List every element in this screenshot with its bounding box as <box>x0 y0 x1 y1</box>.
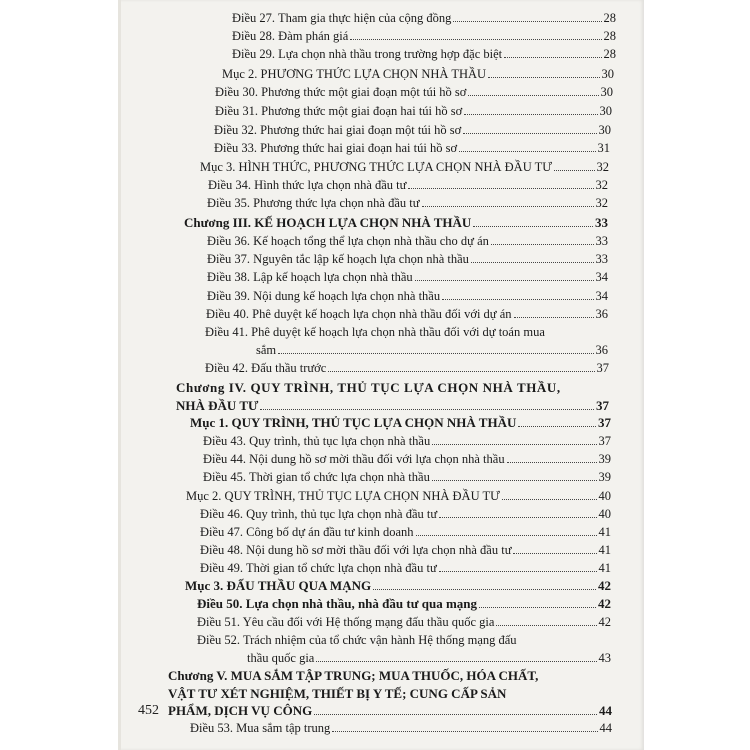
toc-entry <box>203 449 611 467</box>
entry-title: Điều 39. Nội dung kế hoạch lựa chọn nhà thầu <box>207 289 441 303</box>
dot-leader <box>332 731 597 732</box>
entry-title: Điều 37. Nguyên tắc lập kế hoạch lựa chọn nhà thầu <box>207 252 469 266</box>
toc-section <box>190 413 611 431</box>
entry-title: Điều 36. Kế hoạch tổng thể lựa chọn nhà thầu cho dự án <box>207 234 489 248</box>
toc-entry <box>197 594 611 612</box>
dot-leader <box>415 280 594 281</box>
toc-entry <box>207 249 608 267</box>
dot-leader <box>373 589 596 590</box>
dot-leader <box>468 95 598 96</box>
dot-leader <box>507 462 597 463</box>
entry-page: 42 <box>598 596 611 611</box>
entry-page: 33 <box>595 215 608 230</box>
toc-entry <box>232 8 616 26</box>
entry-page: 42 <box>598 615 611 629</box>
toc-entry <box>207 286 608 304</box>
toc-chapter <box>176 378 596 396</box>
toc-entry <box>197 630 582 648</box>
toc-section <box>200 157 609 175</box>
dot-leader <box>471 262 594 263</box>
entry-page: 36 <box>595 307 608 321</box>
entry-page: 31 <box>597 141 610 155</box>
dot-leader <box>316 661 596 662</box>
dot-leader <box>442 299 593 300</box>
entry-page: 34 <box>595 289 608 303</box>
toc-chapter-continued <box>168 701 612 719</box>
entry-title-continued: sắm <box>256 343 277 357</box>
dot-leader <box>502 499 597 500</box>
entry-title: Điều 45. Thời gian tổ chức lựa chọn nhà thầu <box>203 470 430 484</box>
dot-leader <box>439 517 596 518</box>
dot-leader <box>504 57 601 58</box>
entry-title: Điều 48. Nội dung hồ sơ mời thầu đối với lựa chọn nhà đầu tư <box>200 543 512 557</box>
dot-leader <box>491 244 594 245</box>
section-title: Mục 2. PHƯƠNG THỨC LỰA CHỌN NHÀ THẦU <box>222 67 487 81</box>
entry-page: 44 <box>599 703 612 718</box>
dot-leader <box>260 409 594 410</box>
section-title: Mục 3. ĐẤU THẦU QUA MẠNG <box>185 578 372 593</box>
entry-page: 43 <box>598 651 611 665</box>
entry-page: 32 <box>596 160 609 174</box>
entry-page: 37 <box>598 434 611 448</box>
toc-section <box>222 64 614 82</box>
entry-page: 28 <box>603 47 616 61</box>
entry-title: Điều 50. Lựa chọn nhà thầu, nhà đầu tư qua mạng <box>197 596 478 611</box>
entry-title: Điều 29. Lựa chọn nhà thầu trong trường hợp đặc biệt <box>232 47 503 61</box>
toc-entry <box>207 267 608 285</box>
toc-entry <box>200 540 611 558</box>
chapter-title-continued: NHÀ ĐẦU TƯ <box>176 398 259 413</box>
chapter-title-continued: PHẨM, DỊCH VỤ CÔNG <box>168 703 313 718</box>
toc-entry-continued <box>247 648 611 666</box>
entry-title: Điều 28. Đàm phán giá <box>232 29 349 43</box>
section-title: Mục 2. QUY TRÌNH, THỦ TỤC LỰA CHỌN NHÀ ĐẦU TƯ <box>186 489 500 503</box>
entry-page: 37 <box>596 361 609 375</box>
entry-title: Điều 30. Phương thức một giai đoạn một túi hồ sơ <box>215 85 467 99</box>
entry-title: Điều 53. Mua sắm tập trung <box>190 721 331 735</box>
dot-leader <box>554 170 595 171</box>
entry-title: Điều 35. Phương thức lựa chọn nhà đầu tư <box>207 196 420 210</box>
entry-page: 28 <box>603 29 616 43</box>
entry-title: Điều 49. Thời gian tổ chức lựa chọn nhà đầu tư <box>200 561 437 575</box>
entry-page: 32 <box>595 196 608 210</box>
entry-page: 41 <box>598 561 611 575</box>
entry-page: 41 <box>598 543 611 557</box>
entry-title: Điều 43. Quy trình, thủ tục lựa chọn nhà thầu <box>203 434 431 448</box>
dot-leader <box>479 607 596 608</box>
entry-page: 39 <box>598 452 611 466</box>
toc-chapter-continued <box>176 396 609 414</box>
entry-page: 36 <box>595 343 608 357</box>
toc-entry <box>205 358 609 376</box>
dot-leader <box>459 151 595 152</box>
toc-entry-continued <box>256 340 608 358</box>
entry-title: Điều 40. Phê duyệt kế hoạch lựa chọn nhà thầu đối với dự án <box>206 307 512 321</box>
dot-leader <box>416 535 597 536</box>
toc-entry <box>215 101 612 119</box>
entry-title: Điều 31. Phương thức một giai đoạn hai túi hồ sơ <box>215 104 463 118</box>
entry-page: 30 <box>598 123 611 137</box>
dot-leader <box>518 426 596 427</box>
toc-entry <box>190 718 612 736</box>
entry-title: Điều 38. Lập kế hoạch lựa chọn nhà thầu <box>207 270 413 284</box>
toc-entry <box>203 431 611 449</box>
dot-leader <box>328 371 594 372</box>
entry-title: Điều 46. Quy trình, thủ tục lựa chọn nhà đầu tư <box>200 507 438 521</box>
chapter-title: Chương III. KẾ HOẠCH LỰA CHỌN NHÀ THẦU <box>184 215 472 230</box>
dot-leader <box>439 571 597 572</box>
toc-entry <box>208 175 608 193</box>
section-title: Mục 3. HÌNH THỨC, PHƯƠNG THỨC LỰA CHỌN NHÀ ĐẦU TƯ <box>200 160 552 174</box>
entry-page: 30 <box>601 67 614 81</box>
toc-entry <box>200 504 611 522</box>
entry-page: 30 <box>600 85 613 99</box>
dot-leader <box>350 39 601 40</box>
toc-entry <box>200 522 611 540</box>
dot-leader <box>473 226 593 227</box>
entry-title: Điều 33. Phương thức hai giai đoạn hai túi hồ sơ <box>214 141 458 155</box>
chapter-title-continued: VẬT TƯ XÉT NGHIỆM, THIẾT BỊ Y TẾ; CUNG CẤP SẢN <box>168 686 507 701</box>
entry-title: Điều 34. Hình thức lựa chọn nhà đầu tư <box>208 178 407 192</box>
page-number: 452 <box>138 703 159 718</box>
toc-entry <box>232 26 616 44</box>
dot-leader <box>278 353 593 354</box>
toc-section <box>185 576 611 594</box>
entry-page: 37 <box>598 415 611 430</box>
entry-page: 44 <box>599 721 612 735</box>
entry-page: 32 <box>595 178 608 192</box>
toc-entry <box>215 82 613 100</box>
dot-leader <box>496 625 596 626</box>
toc-entry <box>207 231 608 249</box>
entry-title: Điều 47. Công bố dự án đầu tư kinh doanh <box>200 525 414 539</box>
toc-entry <box>207 193 608 211</box>
toc-section <box>186 486 611 504</box>
entry-title: Điều 32. Phương thức hai giai đoạn một túi hồ sơ <box>214 123 462 137</box>
dot-leader <box>314 714 597 715</box>
chapter-title: Chương IV. QUY TRÌNH, THỦ TỤC LỰA CHỌN NHÀ THẦU, <box>176 380 561 395</box>
entry-page: 34 <box>595 270 608 284</box>
entry-page: 40 <box>598 507 611 521</box>
toc-entry <box>205 322 605 340</box>
toc-chapter <box>168 666 588 684</box>
dot-leader <box>463 133 596 134</box>
entry-title: Điều 27. Tham gia thực hiện của cộng đồng <box>232 11 452 25</box>
section-title: Mục 1. QUY TRÌNH, THỦ TỤC LỰA CHỌN NHÀ THẦU <box>190 415 517 430</box>
entry-title-continued: thầu quốc gia <box>247 651 315 665</box>
entry-page: 41 <box>598 525 611 539</box>
toc-entry <box>206 304 608 322</box>
entry-title: Điều 51. Yêu cầu đối với Hệ thống mạng đấu thầu quốc gia <box>197 615 495 629</box>
dot-leader <box>408 188 593 189</box>
entry-title: Điều 44. Nội dung hồ sơ mời thầu đối với lựa chọn nhà thầu <box>203 452 505 466</box>
entry-page: 39 <box>598 470 611 484</box>
entry-title: Điều 52. Trách nhiệm của tổ chức vận hành Hệ thống mạng đấu <box>197 633 517 647</box>
entry-title: Điều 41. Phê duyệt kế hoạch lựa chọn nhà thầu đối với dự toán mua <box>205 325 545 339</box>
toc-entry <box>214 138 610 156</box>
dot-leader <box>432 480 597 481</box>
entry-page: 33 <box>595 252 608 266</box>
entry-page: 42 <box>598 578 611 593</box>
dot-leader <box>453 21 601 22</box>
toc-entry <box>200 558 611 576</box>
entry-title: Điều 42. Đấu thầu trước <box>205 361 327 375</box>
dot-leader <box>514 317 594 318</box>
entry-page: 37 <box>596 398 609 413</box>
entry-page: 30 <box>599 104 612 118</box>
entry-page: 40 <box>598 489 611 503</box>
toc-entry <box>214 120 611 138</box>
toc-entry <box>197 612 611 630</box>
toc-entry <box>232 44 616 62</box>
toc-entry <box>203 467 611 485</box>
dot-leader <box>513 553 596 554</box>
toc-chapter-continued <box>168 684 588 702</box>
dot-leader <box>432 444 596 445</box>
dot-leader <box>464 114 597 115</box>
dot-leader <box>422 206 594 207</box>
toc-chapter <box>184 213 608 231</box>
chapter-title: Chương V. MUA SẮM TẬP TRUNG; MUA THUỐC, HÓA CHẤT, <box>168 668 539 683</box>
dot-leader <box>488 77 599 78</box>
entry-page: 33 <box>595 234 608 248</box>
entry-page: 28 <box>603 11 616 25</box>
